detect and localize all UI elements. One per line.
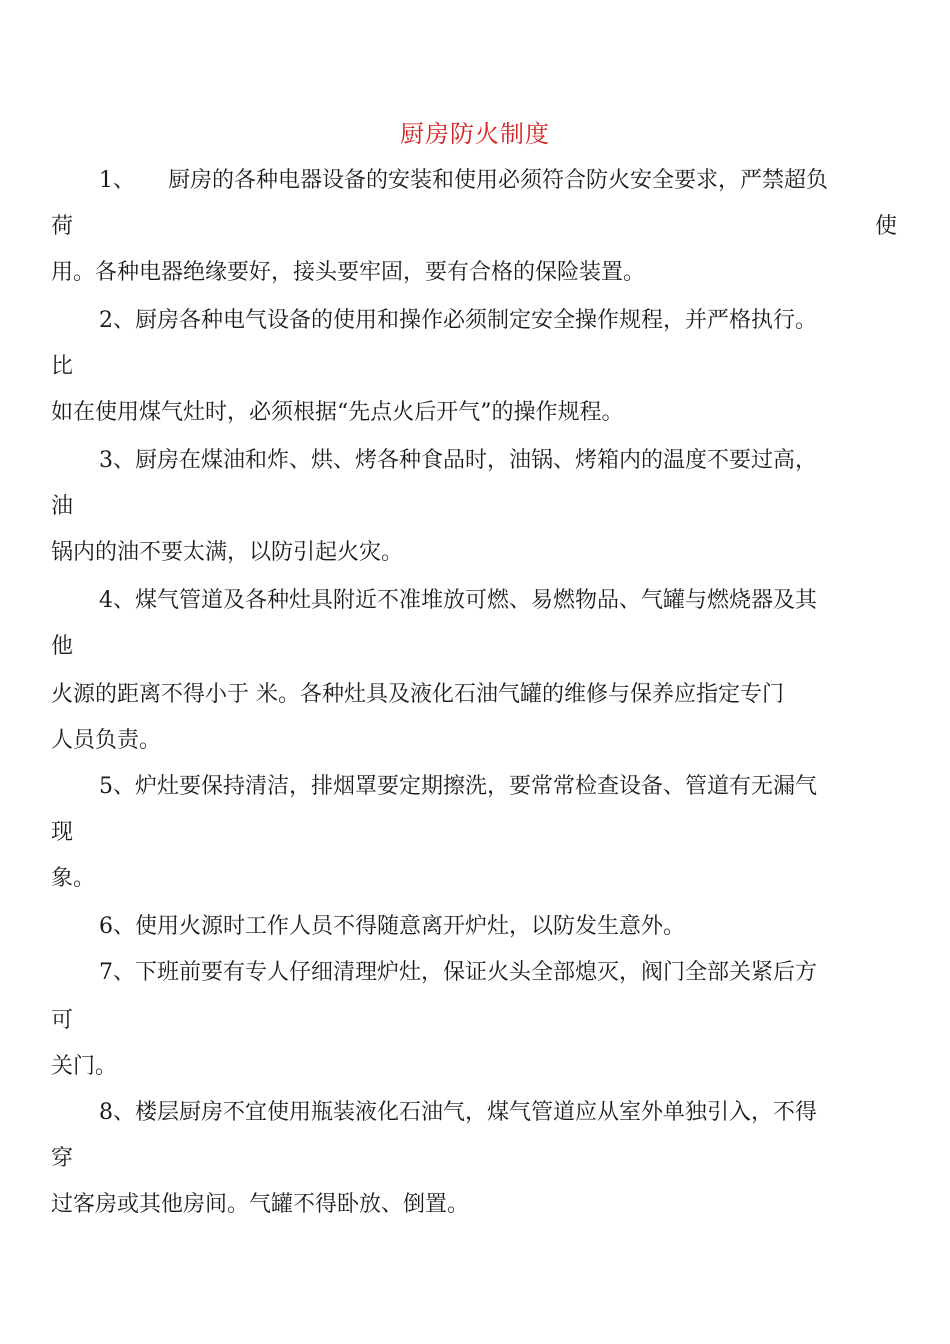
item-6-number: 6、 <box>99 914 135 939</box>
item-8-first-line <box>51 1098 817 1128</box>
item-4-text: 煤气管道及各种灶具附近不准堆放可燃、易燃物品、气罐与燃烧器及其 <box>135 588 818 613</box>
item-1-text-right: 使 <box>874 214 897 239</box>
item-6-first-line <box>51 912 685 942</box>
item-5-text: 炉灶要保持清洁，排烟罩要定期擦洗，要常常检查设备、管道有无漏气 <box>135 774 818 799</box>
item-1-text: 厨房的各种电器设备的安装和使用必须符合防火安全要求，严禁超负 <box>168 168 829 193</box>
item-2-number: 2、 <box>99 308 135 333</box>
item-5-number: 5、 <box>99 774 135 799</box>
item-2-first-line <box>51 306 817 336</box>
item-5-text-line: 现 <box>51 820 74 845</box>
item-4-number: 4、 <box>99 588 135 613</box>
item-8-text-line: 穿 <box>51 1146 74 1171</box>
item-5-text-line: 象。 <box>51 866 96 891</box>
item-1-first-line <box>51 166 828 196</box>
item-5-first-line <box>51 772 817 802</box>
item-1-number: 1、 <box>99 168 135 193</box>
item-3-text-line: 锅内的油不要太满，以防引起火灾。 <box>51 540 404 565</box>
item-3-text: 厨房在煤油和炸、烘、烤各种食品时，油锅、烤箱内的温度不要过高， <box>135 448 818 473</box>
item-4-text-line: 人员负责。 <box>51 728 162 753</box>
item-1-text-line: 用。各种电器绝缘要好，接头要牢固，要有合格的保险装置。 <box>51 260 646 285</box>
item-1-justified-line <box>51 212 897 242</box>
item-2-text: 厨房各种电气设备的使用和操作必须制定安全操作规程，并严格执行。 <box>135 308 818 333</box>
item-3-text-line: 油 <box>51 494 74 519</box>
item-7-text-line: 关门。 <box>51 1054 118 1079</box>
item-2-text-line: 如在使用煤气灶时，必须根据“先点火后开气”的操作规程。 <box>51 400 624 425</box>
item-8-text: 楼层厨房不宜使用瓶装液化石油气，煤气管道应从室外单独引入，不得 <box>135 1100 818 1125</box>
item-8-number: 8、 <box>99 1100 135 1125</box>
item-3-first-line <box>51 446 817 476</box>
item-3-number: 3、 <box>99 448 135 473</box>
item-4-text-line: 火源的距离不得小于 米。各种灶具及液化石油气罐的维修与保养应指定专门 <box>51 682 784 707</box>
item-7-text: 下班前要有专人仔细清理炉灶，保证火头全部熄灭，阀门全部关紧后方 <box>135 960 818 985</box>
item-4-first-line <box>51 586 817 616</box>
item-6-text: 使用火源时工作人员不得随意离开炉灶，以防发生意外。 <box>135 914 686 939</box>
item-1-text-left: 荷 <box>51 214 74 239</box>
item-7-number: 7、 <box>99 960 135 985</box>
item-2-text-line: 比 <box>51 354 74 379</box>
document-title: 厨房防火制度 <box>400 120 550 148</box>
item-7-first-line <box>51 958 817 988</box>
item-8-text-line: 过客房或其他房间。气罐不得卧放、倒置。 <box>51 1192 470 1217</box>
item-4-text-line: 他 <box>51 634 74 659</box>
item-7-text-line: 可 <box>51 1008 74 1033</box>
